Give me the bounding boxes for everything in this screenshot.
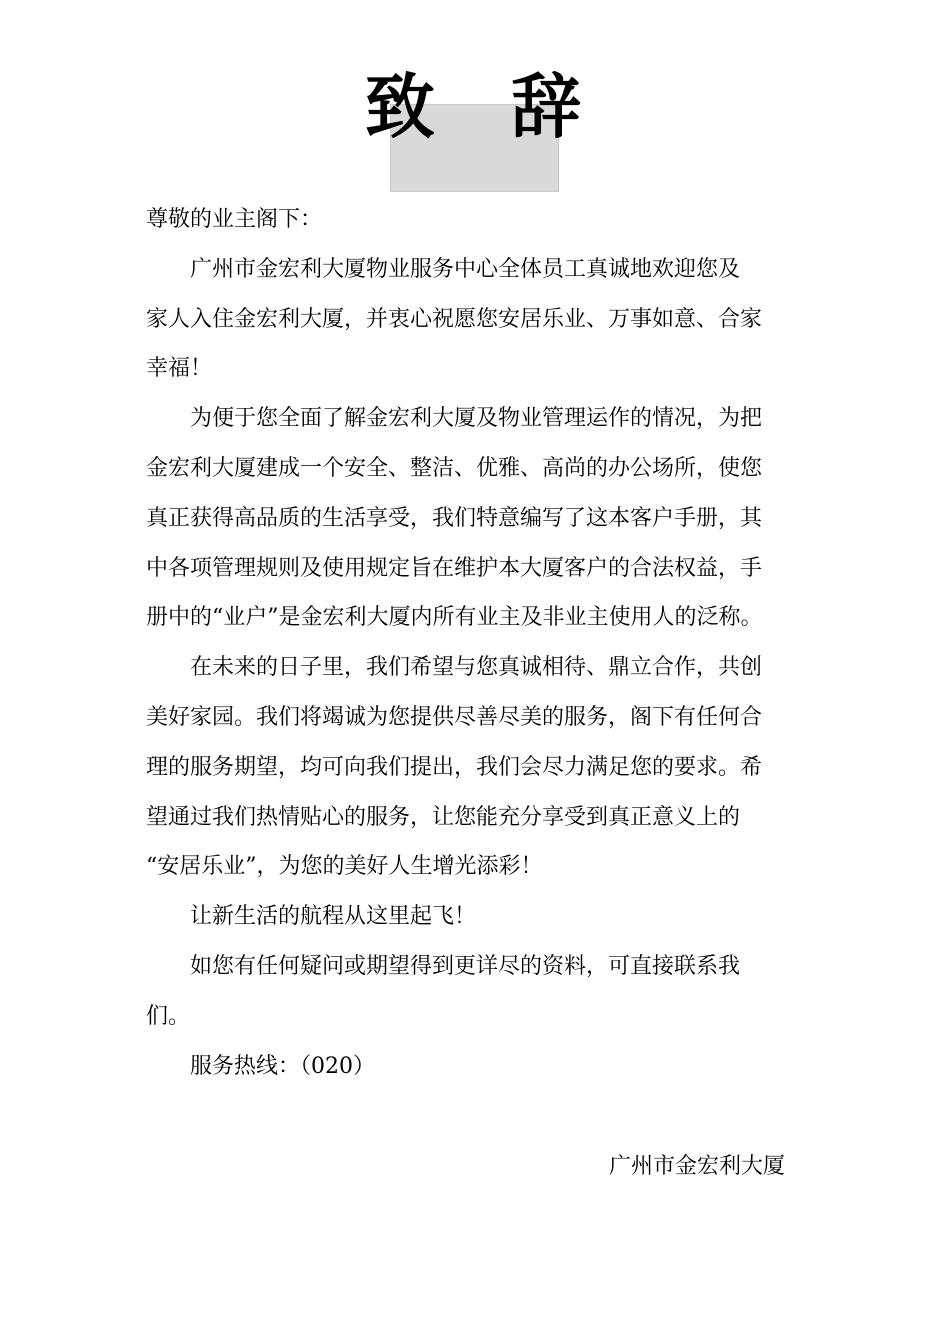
paragraph-3-line-5: “安居乐业”，为您的美好人生增光添彩！ <box>146 854 543 880</box>
paragraph-2-line-4: 中各项管理规则及使用规定旨在维护本大厦客户的合法权益，手 <box>146 555 763 581</box>
title-area <box>0 62 950 194</box>
paragraph-1-line-2: 家人入住金宏利大厦，并衷心祝愿您安居乐业、万事如意、合家 <box>146 306 763 332</box>
salutation: 尊敬的业主阁下： <box>146 207 323 232</box>
paragraph-2-line-2: 金宏利大厦建成一个安全、整洁、优雅、高尚的办公场所，使您 <box>146 455 763 481</box>
document-title: 致 辞 <box>364 65 608 148</box>
paragraph-4: 让新生活的航程从这里起飞！ <box>190 904 477 930</box>
paragraph-1-line-3: 幸福！ <box>146 356 213 382</box>
paragraph-3-line-4: 望通过我们热情贴心的服务，让您能充分享受到真正意义上的 <box>146 804 741 830</box>
paragraph-3-line-2: 美好家园。我们将竭诚为您提供尽善尽美的服务，阁下有任何合 <box>146 704 763 730</box>
service-hotline: 服务热线：（020） <box>190 1053 375 1079</box>
paragraph-3-line-3: 理的服务期望，均可向我们提出，我们会尽力满足您的要求。希 <box>146 754 763 780</box>
paragraph-5-line-1: 如您有任何疑问或期望得到更详尽的资料，可直接联系我 <box>190 953 741 979</box>
signature: 广州市金宏利大厦 <box>609 1154 786 1179</box>
paragraph-2-line-1: 为便于您全面了解金宏利大厦及物业管理运作的情况，为把 <box>190 406 763 432</box>
paragraph-5-line-2: 们。 <box>146 1003 191 1029</box>
paragraph-3-line-1: 在未来的日子里，我们希望与您真诚相待、鼎立合作，共创 <box>190 655 763 681</box>
letter-body <box>146 195 822 1091</box>
paragraph-1-line-1: 广州市金宏利大厦物业服务中心全体员工真诚地欢迎您及 <box>190 256 741 282</box>
paragraph-2-line-3: 真正获得高品质的生活享受，我们特意编写了这本客户手册，其 <box>146 505 763 531</box>
paragraph-2-line-5: 册中的“业户”是金宏利大厦内所有业主及非业主使用人的泛称。 <box>146 605 763 631</box>
